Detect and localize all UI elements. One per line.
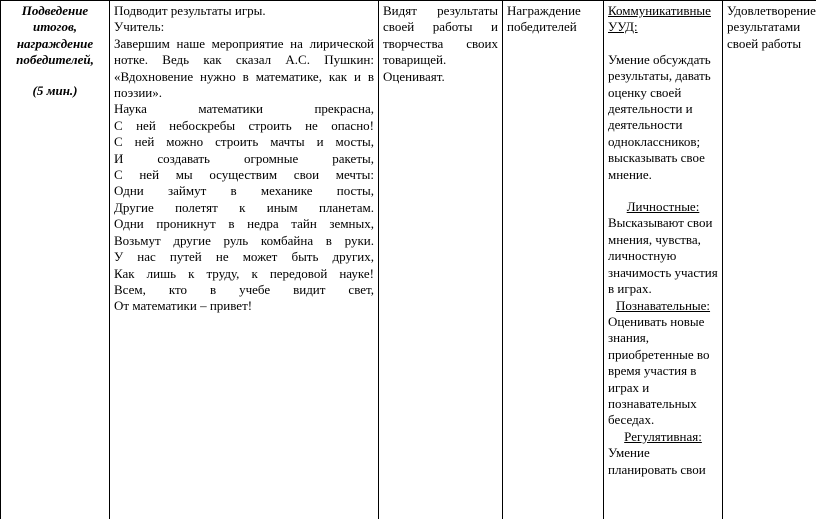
regulative-title: Регулятивная: <box>624 428 702 444</box>
poem-line: Возьмут другие руль комбайна в руки. <box>114 232 374 248</box>
result-cell <box>723 1 816 519</box>
stage-title: Подведение итогов, награждение победителей, <box>16 3 94 68</box>
poem-line: Одни займут в механике посты, <box>114 183 374 199</box>
poem-line: С ней можно строить мачты и мосты, <box>114 134 374 150</box>
communicative-text: Умение обсуждать результаты, давать оценку своей деятельности и деятельности одноклассников; высказывать свое мнение. <box>608 51 711 182</box>
work-form-cell <box>503 1 604 519</box>
stage-cell <box>1 1 110 519</box>
poem-line: Как лишь к труду, к передовой науке! <box>114 265 374 281</box>
teacher-activity-cell <box>110 1 379 519</box>
teacher-speech: Завершим наше мероприятие на лирической нотке. Ведь как сказал А.С. Пушкин: «Вдохновение нужно в математике, как и в поэзии». <box>114 35 374 101</box>
poem-line: Всем, кто в учебе видит свет, <box>114 281 374 297</box>
work-form-text: Награждение победителей <box>507 3 581 35</box>
cognitive-title: Познавательные: <box>615 297 711 313</box>
poem-line: Одни проникнут в недра тайн земных, <box>114 216 374 232</box>
stage-duration: (5 мин.) <box>32 82 78 98</box>
result-text: Удовлетворение результатами своей работы <box>727 3 816 51</box>
students-activity-cell <box>379 1 503 519</box>
personal-text: Высказывают свои мнения, чувства, личностную значимость участия в играх. <box>608 215 718 297</box>
teacher-intro: Подводит результаты игры. <box>114 3 266 18</box>
poem <box>114 101 374 314</box>
poem-line: С ней мы осуществим свои мечты: <box>114 167 374 183</box>
poem-line: У нас путей не может быть других, <box>114 249 374 265</box>
table-row <box>1 1 816 519</box>
students-text: Видят результаты своей работы и творчества своих товарищей. Оцениваят. <box>383 3 498 84</box>
regulative-text: Умение планировать свои <box>608 445 706 477</box>
poem-line: Наука математики прекрасна, <box>114 101 374 117</box>
poem-line: С ней небоскребы строить не опасно! <box>114 117 374 133</box>
poem-line: От математики – привет! <box>114 298 253 314</box>
poem-line: Другие полетят к иным планетам. <box>114 199 374 215</box>
communicative-title: Коммуникативные УУД: <box>608 3 711 35</box>
cognitive-text: Оценивать новые знания, приобретенные во время участия в играх и познавательных беседах. <box>608 313 710 428</box>
personal-title: Личностные: <box>626 199 700 215</box>
uud-cell <box>604 1 723 519</box>
teacher-label: Учитель: <box>114 19 165 35</box>
poem-line: И создавать огромные ракеты, <box>114 150 374 166</box>
